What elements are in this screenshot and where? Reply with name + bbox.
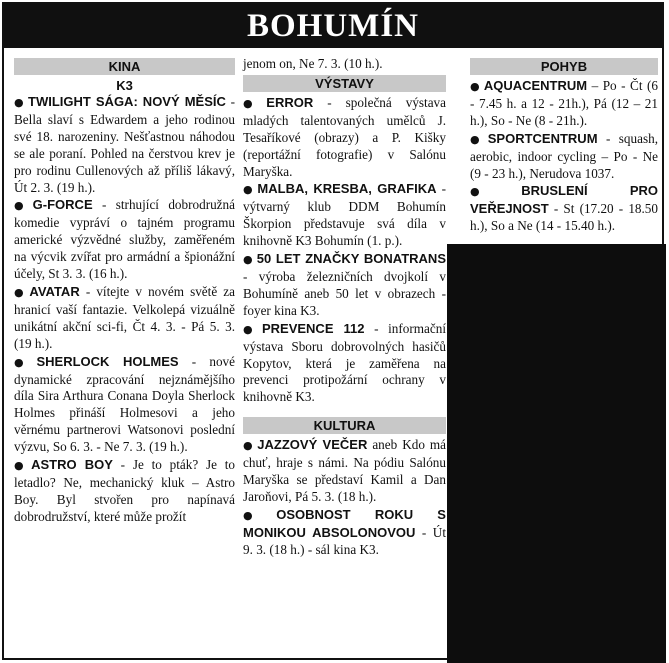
bullet-icon: ● <box>243 96 264 110</box>
entry-text: - nové dynamické zpracování nejznámějšího díla Sira Arthura Conana Doyla Sherlock Holmes přináší Holmesovi a jeho věrnému partnerovi Watsonovi poslední výzvu, So 6. 3. - Ne 7. 3. (19 h.). <box>14 353 235 455</box>
entry-title: BRUSLENÍ PRO VEŘEJNOST <box>470 183 658 217</box>
bullet-icon: ● <box>14 355 34 369</box>
bullet-icon: ● <box>470 185 519 199</box>
continuation-text: jenom on, Ne 7. 3. (10 h.). <box>243 56 383 71</box>
entry-text: - vítejte v novém světě za hranicí vaší fantazie. Velkolepá vizuálně unikátní akční sci-fi, Čt 4. 3. - Pá 5. 3. (19 h.). <box>14 283 235 351</box>
list-item <box>243 321 446 407</box>
entry-title: SPORTCENTRUM <box>487 130 598 146</box>
bullet-icon: ● <box>14 285 27 299</box>
entry-text: – Po - Čt (6 - 7.45 h. a 12 - 21h.), Pá (12 – 21 h.), So - Ne (8 - 21h.). <box>470 78 658 128</box>
bullet-icon: ● <box>243 183 255 197</box>
list-item <box>14 284 235 353</box>
venue-heading: K3 <box>116 78 133 93</box>
entry-text: aneb Kdo má chuť, hraje s námi. Na pódiu Salónu Maryška se představí Kamil a Dan Jaroňovi, Pá 5. 3. (18 h.). <box>243 437 447 504</box>
section-heading-kultura: KULTURA <box>243 417 446 434</box>
list-item <box>14 94 235 196</box>
list-item <box>470 131 658 183</box>
list-item <box>14 457 235 526</box>
bullet-icon: ● <box>14 459 29 473</box>
entry-text: - strhující dobrodružná komedie vypráví o tajném programu americké výzvědné služby, zaměřeném na výcvik zvířat pro armádní a špionážní účely, St 3. 3. (16 h.). <box>14 197 235 282</box>
entry-text: - Út 9. 3. (18 h.) - sál kina K3. <box>243 524 446 557</box>
section-heading-pohyb: POHYB <box>470 58 658 75</box>
list-item <box>243 181 446 250</box>
entry-title: JAZZOVÝ VEČER <box>257 437 368 453</box>
entry-text: - squash, aerobic, indoor cycling – Po - Ne (9 - 23 h.), Nerudova 1037. <box>470 130 658 181</box>
column-kina <box>14 56 235 527</box>
entry-text: - společná výstava mladých talentovaných umělců J. Tesaříkové (obrazy) a P. Kišky (reportážní fotografie) v Salónu Maryška. <box>243 94 447 179</box>
entry-text: - Je to pták? Je to letadlo? Ne, mechanický kluk – Astro Boy. Byl stvořen pro napínavá dobrodružství, které může prožít <box>14 457 235 524</box>
bullet-icon: ● <box>243 322 259 336</box>
bullet-icon: ● <box>243 508 274 522</box>
bullet-icon: ● <box>14 199 30 213</box>
bullet-icon: ● <box>14 96 26 109</box>
page-title: BOHUMÍN <box>243 4 423 48</box>
entry-title: SHERLOCK HOLMES <box>36 353 179 369</box>
entry-title: 50 LET ZNAČKY BONATRANS <box>256 251 446 267</box>
bullet-icon: ● <box>470 80 481 93</box>
entry-title: TWILIGHT SÁGA: NOVÝ MĚSÍC <box>28 94 226 109</box>
list-item <box>243 95 446 181</box>
blank-black-area <box>447 244 666 663</box>
section-gap <box>243 407 446 415</box>
entry-title: MALBA, KRESBA, GRAFIKA <box>257 181 437 197</box>
entry-title: PREVENCE 112 <box>261 320 365 336</box>
entry-title: OSOBNOST ROKU S MONIKOU ABSOLONOVOU <box>243 506 446 540</box>
section-heading-vystavy: VÝSTAVY <box>243 75 446 92</box>
header-bar <box>4 4 662 48</box>
list-item <box>243 251 446 320</box>
list-item <box>243 507 446 559</box>
bullet-icon: ● <box>243 439 255 453</box>
entry-text: - výroba železničních dvojkolí v Bohumíně aneb 50 let v obrazech - foyer kina K3. <box>243 268 446 318</box>
entry-text: - St (17.20 - 18.50 h.), So a Ne (14 - 15.40 h.). <box>470 201 658 234</box>
bullet-icon: ● <box>243 253 254 267</box>
list-item <box>470 183 658 235</box>
entry-title: AQUACENTRUM <box>483 78 588 93</box>
entry-title: ASTRO BOY <box>31 457 113 473</box>
list-item <box>14 197 235 283</box>
entry-text: - informační výstava Sboru dobrovolných hasičů Kopytov, která je zaměřena na prevenci protipožární ochrany v knihovně K3. <box>243 320 446 405</box>
section-heading-kina: KINA <box>14 58 235 75</box>
entry-text: - výtvarný klub DDM Bohumín Škorpion představuje svá díla v knihovně K3 Bohumín (1. p.). <box>243 181 446 249</box>
entry-title: ERROR <box>266 94 314 110</box>
column-pohyb <box>470 56 658 236</box>
column-vystavy-kultura <box>243 56 446 560</box>
entry-title: G-FORCE <box>32 197 93 213</box>
list-item <box>243 437 446 506</box>
list-item <box>14 354 235 456</box>
bullet-icon: ● <box>470 132 485 146</box>
entry-title: AVATAR <box>29 283 80 299</box>
entry-text: - Bella slaví s Edwardem a jeho rodinou své 18. narozeniny. Nešťastnou náhodou se ale poraní. Pohled na čerstvou krev je pro rodinu Cullenových až příliš lákavý, Út 2. 3. (19 h.). <box>14 94 235 195</box>
list-item <box>470 78 658 130</box>
